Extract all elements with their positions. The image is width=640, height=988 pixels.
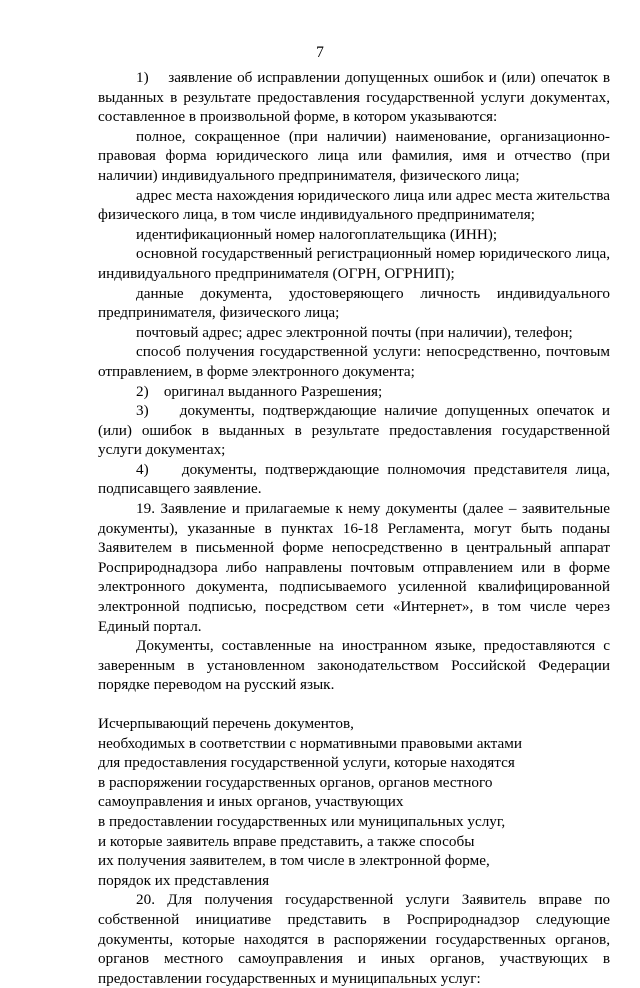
paragraph-19: 19. Заявление и прилагаемые к нему документы (далее – заявительные документы), указанные в пунктах 16-18 Регламента, могут быть поданы Заявителем в письменной форме непосредственно в центральный аппарат Росприроднадзора либо направлены почтовым отправлением или в форме электронного документа, подписываемого усиленной квалифицированной электронной подписью, посредством сети «Интернет», в том числе через Единый портал. [98,500,610,635]
heading-line: в распоряжении государственных органов, органов местного [98,773,493,791]
paragraph: 4) документы, подтверждающие полномочия представителя лица, подписавщего заявление. [98,460,610,498]
heading-line: Исчерпывающий перечень документов, [98,715,354,732]
heading-line: и которые заявитель вправе представить, а также способы [98,832,475,850]
paragraph: 2) оригинал выданного Разрешения; [136,382,383,400]
paragraph: Документы, составленные на иностранном языке, предоставляются с заверенным в установленном законодательством Российской Федерации порядке переводом на русский язык. [98,637,610,694]
heading-line: самоуправления и иных органов, участвующих [98,793,404,811]
page-number: 7 [316,44,324,61]
paragraph-20: 20. Для получения государственной услуги Заявитель вправе по собственной инициативе представить в Росприроднадзор следующие документы, которые находятся в распоряжении государственных органов, органов местного самоуправления и иных органов, участвующих в предоставлении государственных и муниципальных услуг: [98,891,610,987]
paragraph: адрес места нахождения юридического лица или адрес места жительства физического лица, в том числе индивидуального предпринимателя; [98,186,610,224]
heading-line: в предоставлении государственных или муниципальных услуг, [98,812,506,830]
paragraph: данные документа, удостоверяющего личность индивидуального предпринимателя, физического лица; [98,284,610,322]
paragraph: 3) документы, подтверждающие наличие допущенных опечаток и (или) ошибок в выданных в результате предоставления государственной услуги документах; [98,402,610,459]
paragraph: почтовый адрес; адрес электронной почты (при наличии), телефон; [136,323,573,341]
paragraph: полное, сокращенное (при наличии) наименование, организационно-правовая форма юридического лица или фамилия, имя и отчество (при наличии) индивидуального предпринимателя, физического лица; [98,127,610,184]
heading-line: необходимых в соответствии с нормативными правовыми актами [98,734,522,752]
heading-line: их получения заявителем, в том числе в электронной форме, [98,852,490,870]
paragraph: идентификационный номер налогоплательщика (ИНН); [136,225,498,243]
document-body [98,68,610,988]
paragraph: способ получения государственной услуги: непосредственно, почтовым отправлением, в форме электронного документа; [98,343,610,380]
heading-line: для предоставления государственной услуги, которые находятся [98,754,515,772]
paragraph: 1) заявление об исправлении допущенных ошибок и (или) опечаток в выданных в результате предоставления государственной услуги документах, составленное в произвольной форме, в котором указываются: [98,69,610,126]
heading-line: порядок их представления [98,871,270,889]
paragraph: основной государственный регистрационный номер юридического лица, индивидуального предпринимателя (ОГРН, ОГРНИП); [98,245,610,282]
